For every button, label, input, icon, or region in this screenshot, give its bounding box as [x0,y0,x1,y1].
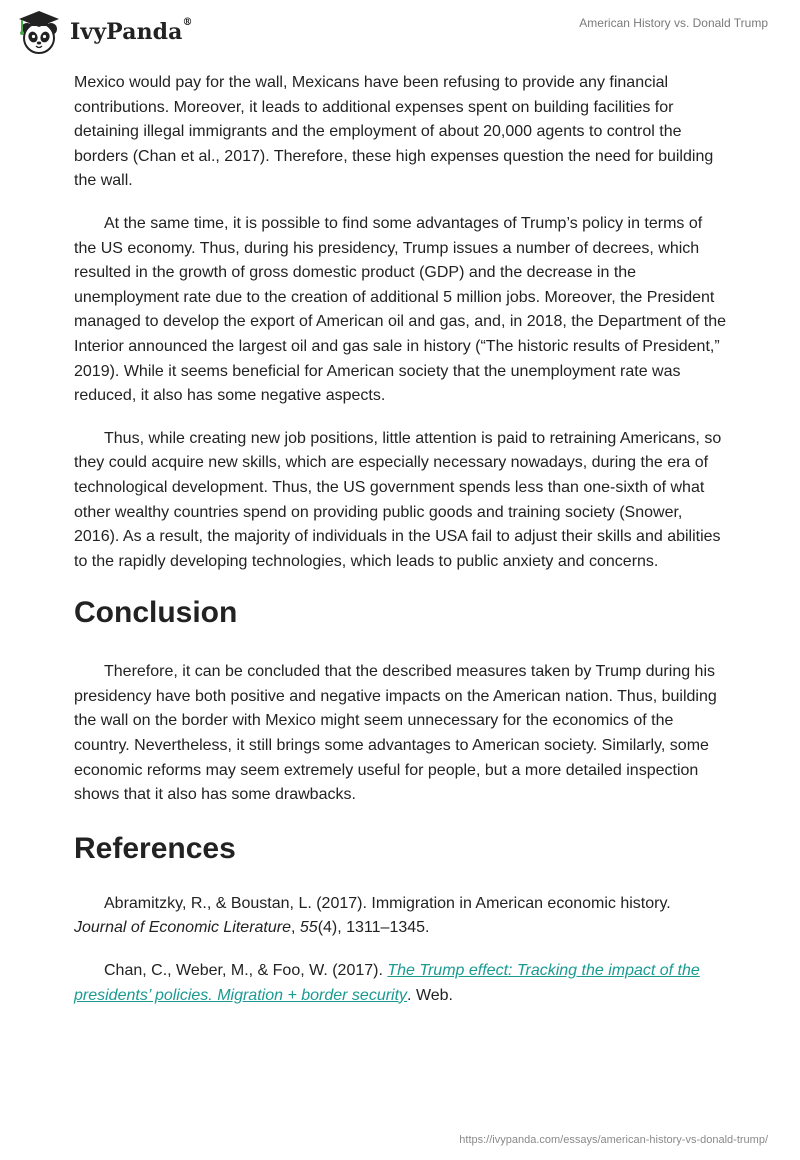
footer-url: https://ivypanda.com/essays/american-history-vs-donald-trump/ [459,1134,768,1146]
paragraph: Mexico would pay for the wall, Mexicans have been refusing to provide any financial contributions. Moreover, it leads to additional expenses spent on building facilities for detaining illegal immigrants and the employment of about 20,000 agents to control the borders (Chan et al., 2017). Therefore, these high expenses question the need for building the wall. [74,74,714,190]
reference-authors: Abramitzky, R., & Boustan, L. (2017). Immigration in American economic history. [104,894,671,912]
panda-graduate-icon [14,8,64,56]
brand-name [70,19,193,45]
paragraph: Thus, while creating new job positions, little attention is paid to retraining Americans, so they could acquire new skills, which are especially necessary nowadays, during the era of technological development. Thus, the US government spends less than one-sixth of what other wealthy countries spend on providing public goods and training society (Snower, 2016). As a result, the majority of individuals in the USA fail to adjust their skills and abilities to the rapidly developing technologies, which leads to public anxiety and concerns. [74,429,722,570]
reference-volume: 55 [299,919,318,937]
reference-item [74,892,726,941]
reference-separator: , [291,919,300,937]
reference-suffix: . Web. [407,986,453,1004]
reference-item [74,959,726,1008]
brand-text: IvyPanda [70,19,183,45]
paragraph: At the same time, it is possible to find some advantages of Trump’s policy in terms of the US economy. Thus, during his presidency, Trump issues a number of decrees, which resulted in the growth of gross domestic product (GDP) and the decrease in the unemployment rate due to the creation of additional 5 million jobs. Moreover, the President managed to develop the export of American oil and gas, and, in 2018, the Department of the Interior announced the largest oil and gas sale in history (“The historic results of President,” 2019). While it seems beneficial for American society that the unemployment rate was reduced, it also has some negative aspects. [74,214,726,405]
ivypanda-logo[interactable] [14,8,193,56]
essay-content [74,71,726,1026]
reference-link[interactable]: The Trump effect: Tracking the impact of the presidents’ policies. Migration + border security [74,962,700,1004]
references-heading: References [74,831,236,865]
registered-mark: ® [182,17,193,28]
reference-pages: (4), 1311–1345. [317,919,430,937]
reference-journal: Journal of Economic Literature [74,919,291,937]
conclusion-heading: Conclusion [74,596,238,630]
page-header [0,0,800,66]
reference-authors: Chan, C., Weber, M., & Foo, W. (2017). [104,962,388,980]
document-title: American History vs. Donald Trump [579,16,768,30]
conclusion-paragraph: Therefore, it can be concluded that the described measures taken by Trump during his presidency have both positive and negative impacts on the American nation. Thus, building the wall on the border with Mexico might seem unnecessary for the economics of the country. Nevertheless, it still brings some advantages to American society. Similarly, some economic reforms may seem extremely useful for people, but a more detailed inspection shows that it also has some drawbacks. [74,663,717,804]
